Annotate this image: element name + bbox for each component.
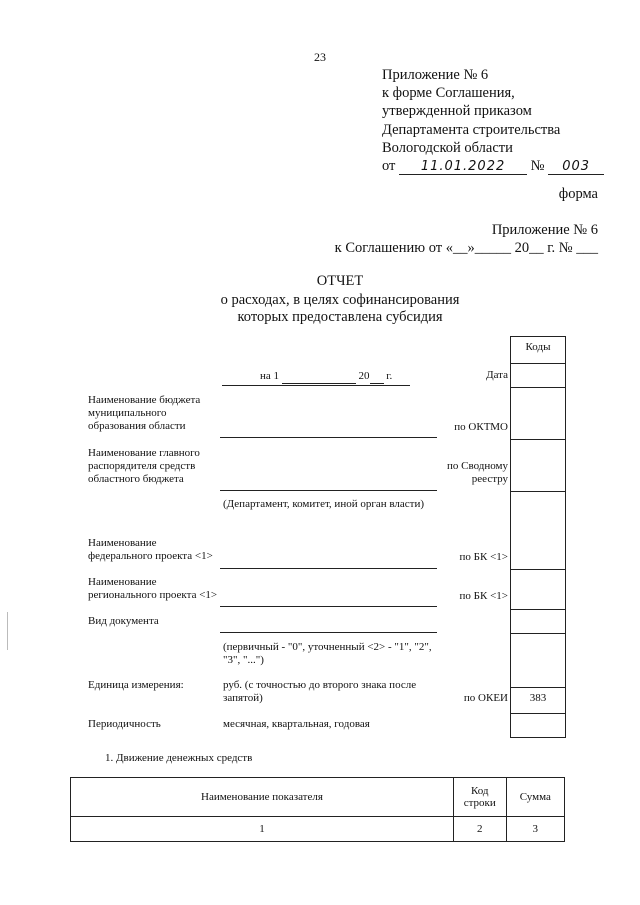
approval-line: к форме Соглашения, (382, 85, 515, 102)
budget-underline (220, 437, 437, 438)
report-subtitle-line2: которых предоставлена субсидия (237, 309, 443, 325)
year-blank (370, 369, 384, 384)
table-header-row (71, 778, 565, 817)
code-cell-date (511, 363, 565, 364)
table-number-row (71, 817, 565, 842)
period-value: месячная, квартальная, годовая (223, 718, 370, 730)
number-label: № (530, 158, 545, 175)
date-prefix: на 1 (260, 370, 280, 382)
bk-reg-label: по БК <1> (459, 590, 508, 602)
column-number: 1 (71, 817, 454, 842)
unit-label: Единица измерения: (88, 679, 184, 691)
code-cell-okei (511, 687, 565, 688)
doc-variants-note: (первичный - "0", уточненный <2> - "1", "2", "3", "...") (223, 641, 432, 666)
agreement-appendix-line1: Приложение № 6 (491, 222, 598, 238)
date-blank (282, 369, 356, 384)
approval-appendix-block (382, 66, 604, 175)
department-note: (Департамент, комитет, иной орган власти) (223, 498, 425, 510)
date-line (260, 369, 410, 384)
budget-label: Наименование бюджета муниципального образования области (88, 394, 201, 432)
code-cell-bk-fed (511, 569, 565, 570)
approval-date-row (382, 157, 604, 175)
agreement-appendix-block (335, 221, 598, 257)
approval-line: Департамента строительства (382, 121, 561, 138)
codes-column (510, 336, 566, 738)
date-label: Дата (486, 369, 508, 381)
code-cell-doc (511, 633, 565, 634)
agreement-appendix-line2: к Соглашению от «__»_____ 20__ г. № ___ (334, 240, 598, 256)
cash-flow-table (70, 777, 565, 842)
code-cell-blank (511, 491, 565, 492)
section1-title: 1. Движение денежных средств (105, 752, 253, 764)
scan-artifact (7, 612, 8, 650)
from-label: от (382, 158, 396, 175)
column-number: 3 (506, 817, 564, 842)
code-cell-bk-reg (511, 609, 565, 610)
date-suffix: г. (386, 370, 393, 382)
form-label: форма (558, 186, 598, 202)
report-heading: ОТЧЕТ (316, 273, 364, 289)
code-cell-period (511, 713, 565, 714)
manager-underline (220, 490, 437, 491)
reg-project-label: Наименование регионального проекта <1> (88, 576, 218, 601)
okei-label: по ОКЕИ (463, 692, 508, 704)
header-row-code: Код строки (453, 778, 506, 817)
approval-line: Вологодской области (382, 139, 513, 156)
approval-line: утвержденной приказом (382, 103, 532, 120)
report-subtitle-line1: о расходах, в целях софинансирования (220, 292, 460, 308)
doc-type-underline (220, 632, 437, 633)
svod-label-1: по Сводному (446, 460, 508, 472)
column-number: 2 (453, 817, 506, 842)
doc-type-label: Вид документа (88, 615, 159, 627)
code-cell-oktmo (511, 387, 565, 388)
oktmo-label: по ОКТМО (454, 421, 508, 433)
page-number: 23 (314, 50, 326, 64)
header-sum: Сумма (506, 778, 564, 817)
fed-project-underline (220, 568, 437, 569)
okei-code-value: 383 (529, 692, 547, 704)
unit-value: руб. (с точностью до второго знака после запятой) (223, 679, 417, 704)
date-year: 20 (358, 370, 370, 382)
manager-label: Наименование главного распорядителя средств областного бюджета (88, 447, 200, 485)
handwritten-date: 11.01.2022 (399, 160, 527, 175)
approval-line: Приложение № 6 (382, 67, 489, 83)
handwritten-number: 003 (548, 160, 604, 175)
period-label: Периодичность (88, 718, 161, 730)
codes-header: Коды (525, 341, 551, 353)
fed-project-label: Наименование федерального проекта <1> (88, 537, 213, 562)
code-cell-svod (511, 439, 565, 440)
svod-label-2: реестру (471, 473, 508, 485)
header-indicator-name: Наименование показателя (71, 778, 454, 817)
bk-fed-label: по БК <1> (459, 551, 508, 563)
reg-project-underline (220, 606, 437, 607)
date-underline (222, 385, 410, 386)
